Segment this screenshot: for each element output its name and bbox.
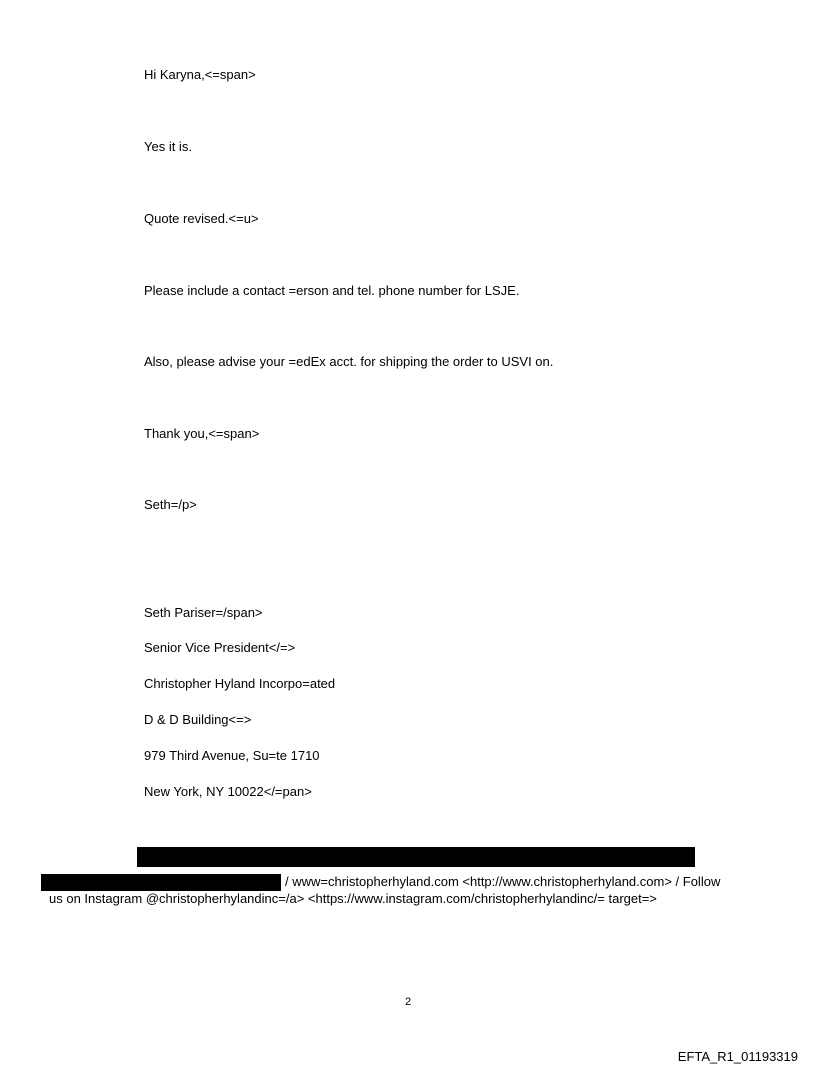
signature-company: Christopher Hyland Incorpo=ated bbox=[144, 676, 336, 691]
signature-address: 979 Third Avenue, Su=te 1710 bbox=[144, 748, 320, 763]
document-id: EFTA_R1_01193319 bbox=[677, 1049, 798, 1064]
greeting-line: Hi Karyna,<=span> bbox=[144, 67, 256, 82]
closing-line: Thank you,<=span> bbox=[144, 426, 260, 441]
redaction-bar-2 bbox=[41, 874, 281, 891]
footer-instagram-line: us on Instagram @christopherhylandinc=/a> <https://www.instagram.com/christopherhylandinc/= target=> bbox=[49, 891, 657, 906]
body-line-3: Please include a contact =erson and tel. phone number for LSJE. bbox=[144, 283, 520, 298]
signature-title: Senior Vice President</=> bbox=[144, 640, 296, 655]
signature-city: New York, NY 10022</=pan> bbox=[144, 784, 312, 799]
body-line-1: Yes it is. bbox=[144, 139, 192, 154]
signoff-line: Seth=/p> bbox=[144, 497, 197, 512]
page-number: 2 bbox=[404, 996, 412, 1008]
body-line-4: Also, please advise your =edEx acct. for shipping the order to USVI on. bbox=[144, 354, 554, 369]
body-line-2: Quote revised.<=u> bbox=[144, 211, 259, 226]
signature-name: Seth Pariser=/span> bbox=[144, 605, 263, 620]
redaction-bar-1 bbox=[137, 847, 695, 867]
footer-web-line: / www=christopherhyland.com <http://www.christopherhyland.com> / Follow bbox=[285, 874, 721, 889]
signature-building: D & D Building<=> bbox=[144, 712, 252, 727]
